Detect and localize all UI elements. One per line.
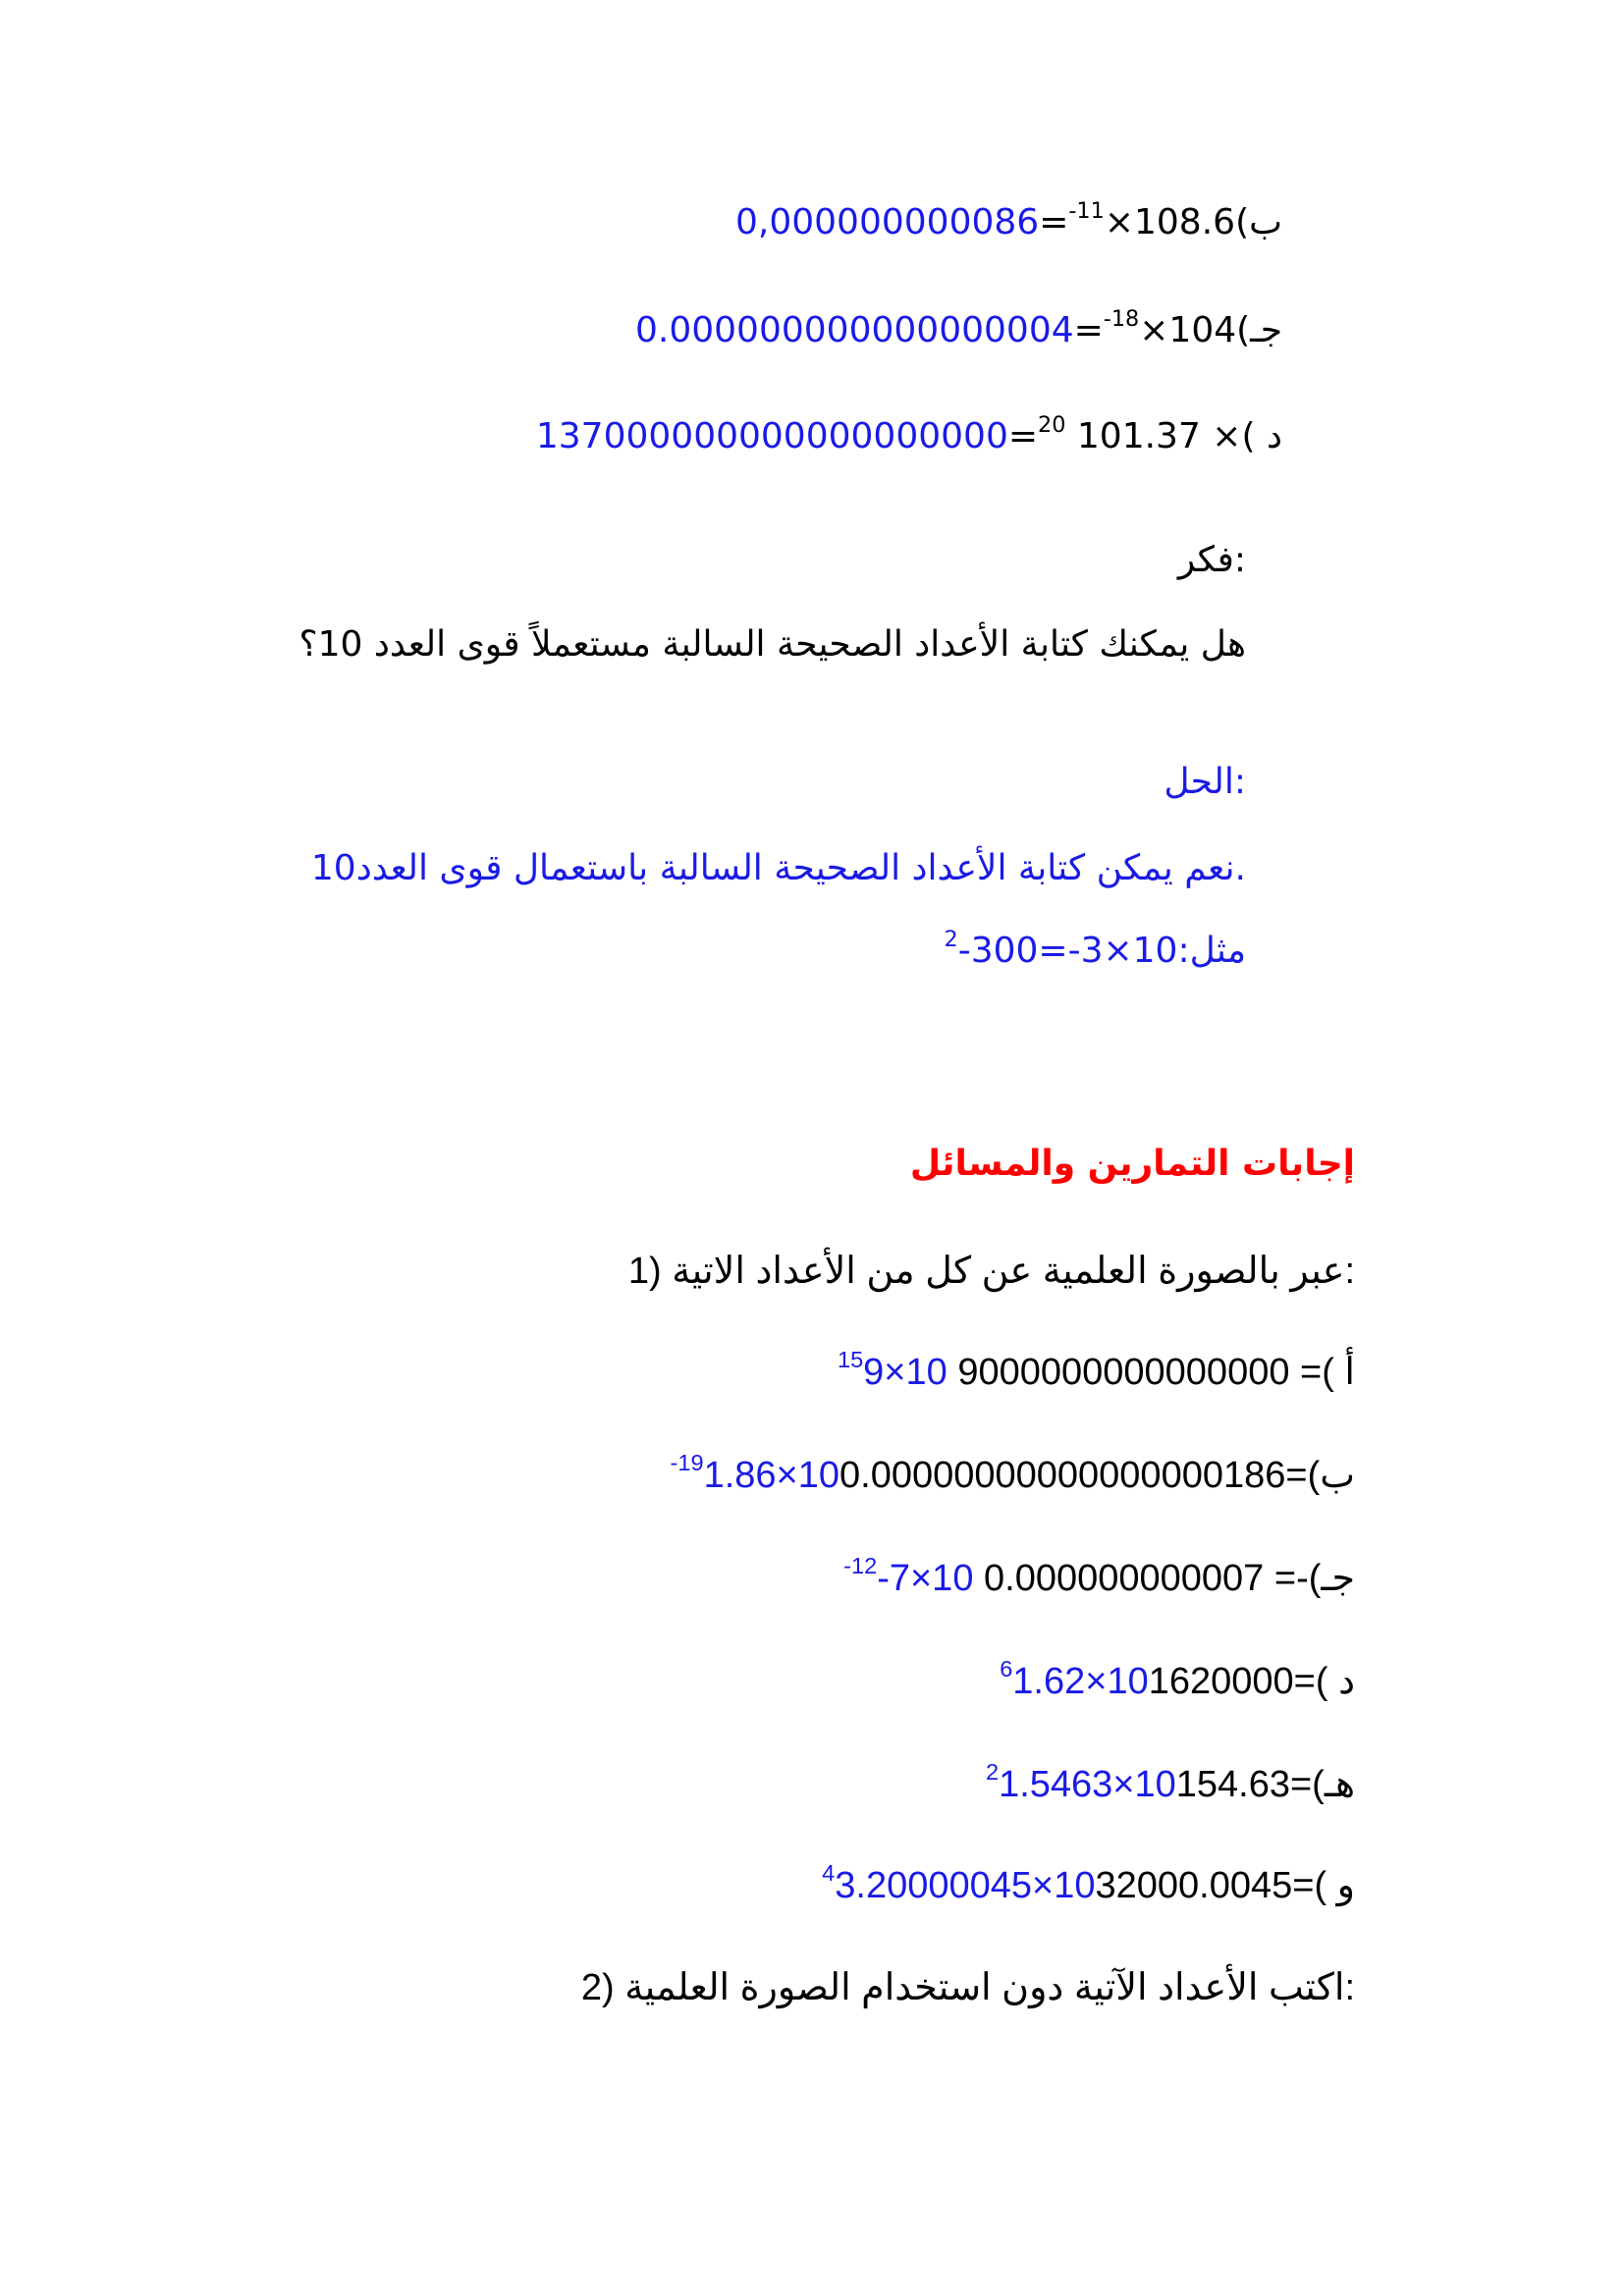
answer-item-j (843, 1552, 1355, 1600)
item-d-eq: = (1007, 416, 1039, 456)
item-b-answer: 0,000000000086 (734, 202, 1040, 242)
item-b-left: 8.6 (1178, 202, 1236, 242)
question-1: 1) عبر بالصورة العلمية عن كل من الأعداد الاتية: (627, 1251, 1355, 1292)
item-b-marker: ب) (1235, 202, 1282, 242)
item-j-marker: جـ) (1236, 310, 1282, 350)
item-d-marker: د ) (1241, 416, 1282, 456)
item-d-exp: 20 (1038, 411, 1066, 438)
answer-item-d-marker: د ) (1315, 1661, 1355, 1702)
item-d-answer: 137000000000000000000 (535, 416, 1008, 456)
answer-item-w-coef: 3.20000045×10 (835, 1865, 1096, 1906)
item-b-times: ×10 (1104, 202, 1179, 242)
answer-item-w-marker: و ) (1314, 1865, 1355, 1906)
item-b-eq: = (1039, 202, 1069, 242)
item-d-left: 1.37 × (1121, 416, 1242, 456)
answer-item-j-coef: -7×10 (877, 1558, 974, 1599)
solution-example-exp: 2 (944, 926, 958, 952)
answer-item-h-coef: 1.5463×10 (999, 1764, 1176, 1805)
answer-item-h-exp: 2 (985, 1758, 1000, 1785)
answer-item-b-number: 0.00000000000000000186= (839, 1455, 1308, 1496)
think-question: هل يمكنك كتابة الأعداد الصحيحة السالبة مستعملاً قوى العدد 10؟ (298, 624, 1246, 665)
answer-item-a-coef: 9×10 (863, 1352, 947, 1393)
answer-item-b (670, 1449, 1355, 1497)
item-j-answer: 0.000000000000000004 (635, 310, 1074, 350)
answers-title: إجابات التمارين والمسائل (909, 1144, 1355, 1184)
answer-item-d-coef: 1.62×10 (1012, 1661, 1149, 1702)
answer-item-d (1000, 1655, 1355, 1703)
item-j-eq: = (1073, 310, 1104, 350)
answer-item-a-number: 9000000000000000 = (957, 1352, 1323, 1393)
question-2: 2) اكتب الأعداد الآتية دون استخدام الصورة العلمية: (580, 1967, 1355, 2008)
answer-item-a-marker: أ ) (1322, 1352, 1355, 1393)
solution-example-label: مثل: (1177, 931, 1246, 971)
answer-item-b-marker: ب) (1307, 1455, 1355, 1496)
answer-item-a-exp: 15 (837, 1346, 864, 1372)
answer-item-d-exp: 6 (1000, 1655, 1013, 1682)
solution-heading: الحل: (1164, 762, 1246, 802)
item-j-left: 4 (1214, 310, 1237, 350)
answer-item-b-exp: -19 (670, 1449, 704, 1475)
answer-item-w-exp: 4 (822, 1859, 836, 1886)
answer-item-j-marker: جـ)- (1296, 1558, 1355, 1599)
item-j-times: ×10 (1139, 310, 1215, 350)
item-j-exp: -18 (1103, 305, 1140, 332)
think-heading: فكر: (1177, 540, 1246, 580)
item-j-line (635, 305, 1282, 350)
item-d-times: 10 (1065, 416, 1122, 456)
answer-item-w (822, 1859, 1355, 1907)
answer-item-a (837, 1346, 1355, 1394)
item-b-exp: -11 (1068, 197, 1105, 224)
answer-item-d-number: 1620000= (1148, 1661, 1316, 1702)
item-d-line (535, 411, 1282, 456)
answer-item-h (985, 1758, 1355, 1806)
answer-item-j-number: 0.000000000007 = (984, 1558, 1297, 1599)
answer-item-w-number: 32000.0045= (1095, 1865, 1315, 1906)
answer-item-h-number: 154.63= (1175, 1764, 1313, 1805)
answer-item-j-exp: -12 (843, 1552, 878, 1578)
answer-item-h-marker: هـ) (1312, 1764, 1355, 1805)
item-b-line (734, 197, 1282, 242)
solution-example (944, 926, 1246, 971)
solution-example-expr: -300=-3×10 (957, 931, 1178, 971)
solution-text: نعم يمكن كتابة الأعداد الصحيحة السالبة باستعمال قوى العدد10. (310, 848, 1246, 888)
answer-item-b-coef: 1.86×10 (703, 1455, 839, 1496)
